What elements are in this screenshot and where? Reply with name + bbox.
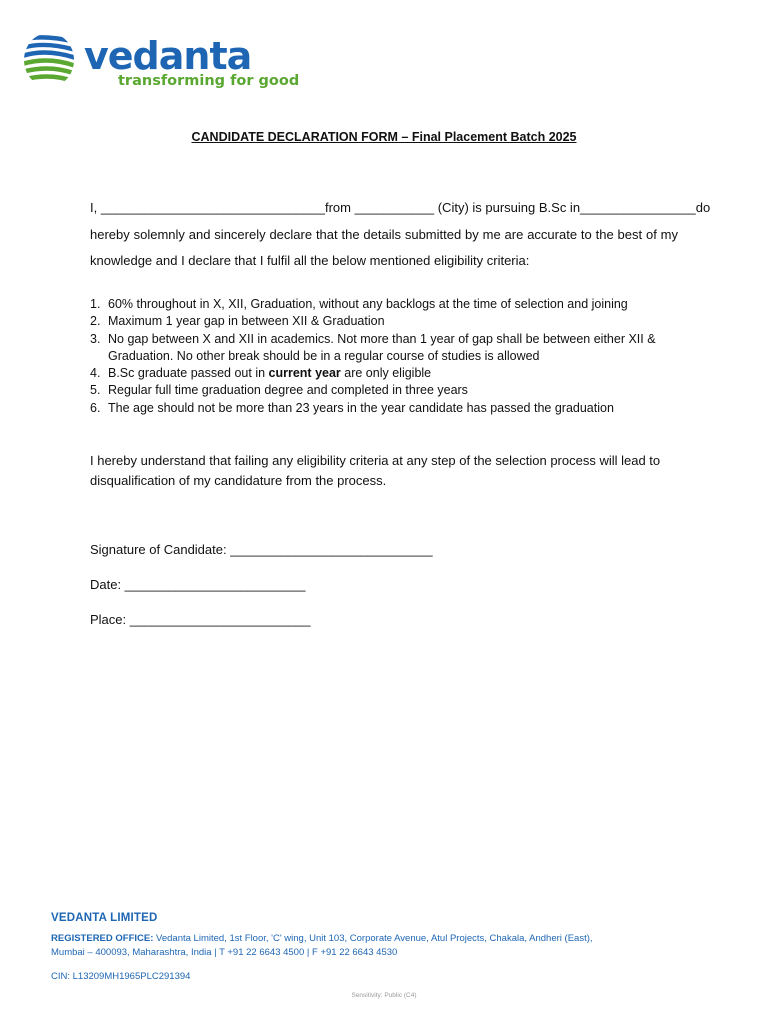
criteria-item xyxy=(90,382,690,399)
sensitivity-label: Sensitivity: Public (C4) xyxy=(351,992,417,999)
do-text: do xyxy=(695,200,711,215)
criteria-number: 6. xyxy=(90,400,101,415)
signature-line: Signature of Candidate: ____________________________ xyxy=(90,542,433,557)
form-title: CANDIDATE DECLARATION FORM – Final Placement Batch 2025 xyxy=(191,130,577,144)
declaration-line-3: knowledge and I declare that I fulfil all the below mentioned eligibility criteria: xyxy=(90,253,530,268)
course-blank-text: ________________ xyxy=(580,200,696,215)
criteria-text: Regular full time graduation degree and completed in three years xyxy=(108,383,468,398)
criteria-item xyxy=(90,400,690,417)
criteria-text-pre: B.Sc graduate passed out in xyxy=(108,366,269,381)
criteria-text: Maximum 1 year gap in between XII & Graduation xyxy=(108,314,385,329)
criteria-number: 4. xyxy=(90,366,101,381)
criteria-item xyxy=(90,313,690,330)
logo-brand-text: vedanta xyxy=(84,34,252,78)
criteria-item xyxy=(90,296,690,313)
name-blank-text: I, _______________________________ xyxy=(90,200,325,215)
eligibility-criteria-list xyxy=(90,296,690,417)
logo-tagline: transforming for good xyxy=(118,73,300,89)
criteria-number: 5. xyxy=(90,383,101,398)
criteria-number: 3. xyxy=(90,331,101,346)
vedanta-leaf-logo-icon xyxy=(22,32,80,90)
criteria-item xyxy=(90,331,690,366)
footer-registered-office xyxy=(51,932,671,960)
criteria-text: The age should not be more than 23 years in the year candidate has passed the graduation xyxy=(108,400,614,415)
declaration-line-1 xyxy=(90,199,711,217)
criteria-text xyxy=(108,365,690,382)
criteria-number: 1. xyxy=(90,297,101,311)
registered-office-label: REGISTERED OFFICE: xyxy=(51,933,154,944)
declaration-line-2: hereby solemnly and sincerely declare that the details submitted by me are accurate to the best of my xyxy=(90,227,678,242)
date-line: Date: _________________________ xyxy=(90,577,306,592)
city-course-text: from ___________ (City) is pursuing B.Sc in xyxy=(324,200,581,215)
footer-cin: CIN: L13209MH1965PLC291394 xyxy=(51,971,191,982)
company-logo xyxy=(22,32,302,94)
registered-address-line-1: Vedanta Limited, 1st Floor, 'C' wing, Unit 103, Corporate Avenue, Atul Projects, Chakala, Andheri (East), xyxy=(153,933,593,944)
registered-address-line-2: Mumbai – 400093, Maharashtra, India | T +91 22 6643 4500 | F +91 22 6643 4530 xyxy=(51,947,398,958)
criteria-text-post: are only eligible xyxy=(340,366,432,381)
place-line: Place: _________________________ xyxy=(90,612,311,627)
criteria-text: 60% throughout in X, XII, Graduation, without any backlogs at the time of selection and joining xyxy=(108,297,628,311)
criteria-text-bold: current year xyxy=(268,366,341,381)
criteria-number: 2. xyxy=(90,314,101,329)
footer-company-name: VEDANTA LIMITED xyxy=(51,912,158,924)
understanding-paragraph: I hereby understand that failing any eligibility criteria at any step of the selection process will lead to disqualification of my candidature from the process. xyxy=(90,453,661,488)
criteria-item xyxy=(90,365,690,382)
criteria-text: No gap between X and XII in academics. Not more than 1 year of gap shall be between either XII & Graduation. No other break should be in a regular course of studies is allowed xyxy=(108,331,656,363)
